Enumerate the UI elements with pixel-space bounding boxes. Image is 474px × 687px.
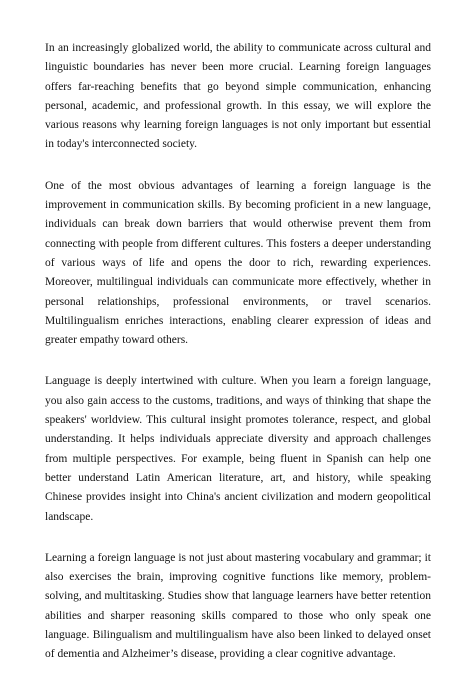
paragraph-cognitive: Learning a foreign language is not just about mastering vocabulary and grammar; it also exercises the brain, improving cognitive functions like memory, problem-solving, and multitasking. Studies show that language learners have better retention abilities and sharper reasoning skills compared to those who only speak one language. Bilingualism and multilingualism have also been linked to delayed onset of dementia and Alzheimer’s disease, providing a clear cognitive advantage. [45, 551, 431, 661]
paragraph-intro: In an increasingly globalized world, the ability to communicate across cultural and linguistic boundaries has never been more crucial. Learning foreign languages offers far-reaching benefits that go beyond simple communication, enhancing personal, academic, and professional growth. In this essay, we will explore the various reasons why learning foreign languages is not only important but essential in today's interconnected society. [45, 42, 431, 151]
paragraph-communication: One of the most obvious advantages of learning a foreign language is the improvement in communication skills. By becoming proficient in a new language, individuals can break down barriers that would otherwise prevent them from connecting with people from different cultures. This fosters a deeper understanding of various ways of life and opens the door to rich, rewarding experiences. Moreover, multilingual individuals can communicate more effectively, whether in personal relationships, professional environments, or travel scenarios. Multilingualism enriches interactions, enabling clearer expression of ideas and greater empathy toward others. [45, 179, 431, 347]
essay-body [45, 39, 431, 687]
paragraph-culture: Language is deeply intertwined with culture. When you learn a foreign language, you also gain access to the customs, traditions, and ways of thinking that shape the speakers' worldview. This cultural insight promotes tolerance, respect, and global understanding. It helps individuals appreciate diversity and approach challenges from multiple perspectives. For example, being fluent in Spanish can help one better understand Latin American literature, art, and history, while speaking Chinese provides insight into China's ancient civilization and modern geopolitical landscape. [45, 375, 431, 523]
